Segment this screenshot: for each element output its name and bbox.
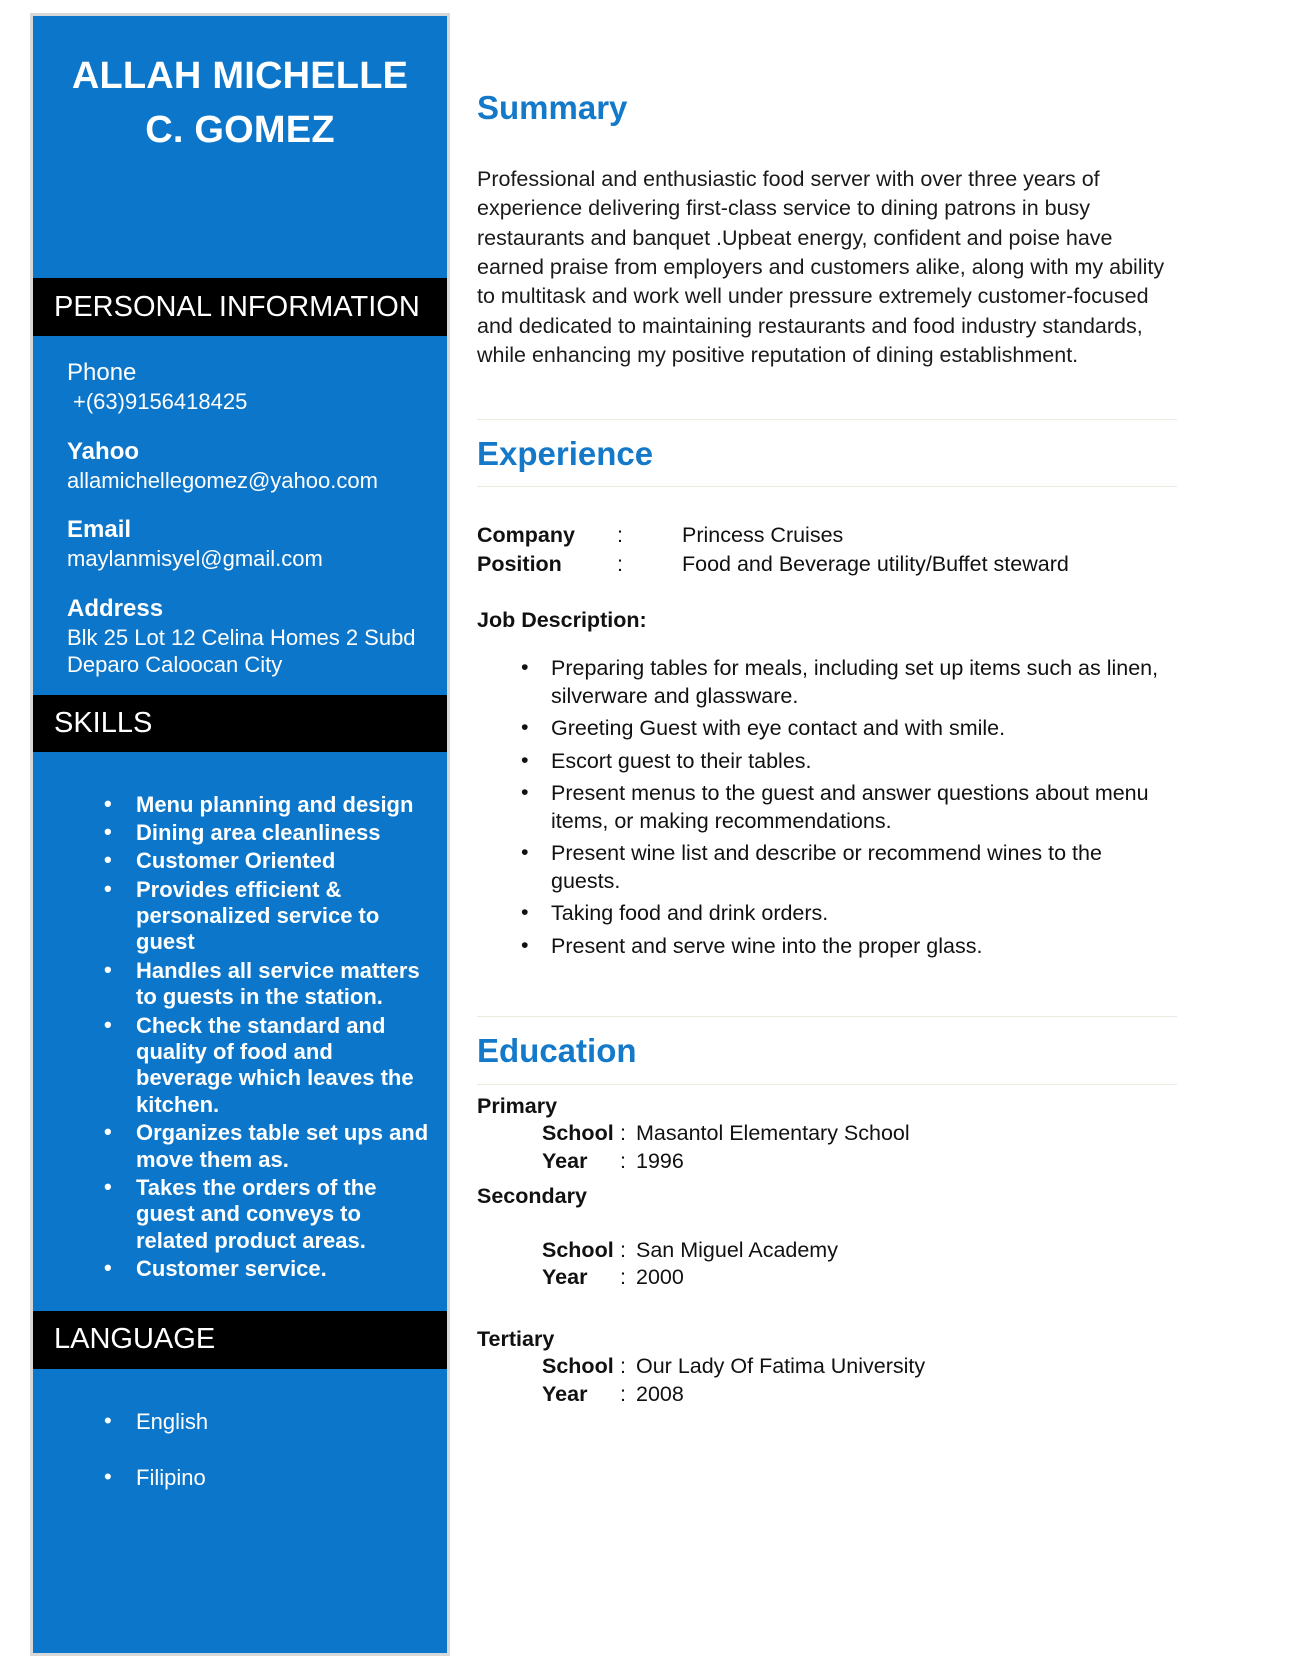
education-row-year [477,1264,1177,1292]
yahoo-value[interactable]: allamichellegomez@yahoo.com [67,467,378,493]
list-item: • Provides efficient & personalized service to guest [104,877,429,956]
education-level-label: Primary [477,1093,558,1118]
school-colon: : [620,1121,626,1146]
contact-item-email [33,515,447,573]
experience-row-company [477,521,1177,549]
personal-information-label: PERSONAL INFORMATION [54,290,420,323]
education-group-primary [477,1093,1177,1176]
phone-label: Phone [67,359,137,386]
summary-section [477,0,1177,371]
main-content [477,0,1177,1409]
list-item: • Takes the orders of the guest and conveys to related product areas. [104,1175,429,1254]
position-colon: : [617,551,623,576]
company-value: Princess Cruises [682,523,844,548]
candidate-name-line2: C. GOMEZ [145,108,335,151]
email-value[interactable]: maylanmisyel@gmail.com [67,546,323,571]
list-item: • Check the standard and quality of food and beverage which leaves the kitchen. [104,1013,429,1119]
skills-label: SKILLS [54,706,153,739]
language-list [33,1409,447,1492]
school-key: School [542,1354,614,1379]
summary-text: Professional and enthusiastic food server with over three years of experience delivering first-class service to dining patrons in busy restaurants and banquet .Upbeat energy, confident and poise have earned praise from employers and customers alike, along with my ability to multitask and work well under pressure extremely customer-focused and dedicated to maintaining restaurants and food industry standards, while enhancing my positive reputation of dining establishment. [477,166,1165,368]
year-key: Year [542,1381,588,1406]
school-value: Masantol Elementary School [636,1121,910,1146]
contact-block [33,336,447,695]
year-colon: : [620,1148,626,1173]
list-item: • Filipino [104,1465,429,1491]
school-key: School [542,1121,614,1146]
list-item: • Escort guest to their tables. [521,748,1177,776]
spacer [477,1211,1177,1237]
education-group-secondary [477,1183,1177,1292]
summary-title: Summary [477,89,628,126]
education-level-label: Tertiary [477,1326,555,1351]
address-value-line2: Deparo Caloocan City [67,652,283,677]
year-colon: : [620,1265,626,1290]
education-section [477,1016,1177,1408]
education-level-label: Secondary [477,1184,587,1209]
school-colon: : [620,1354,626,1379]
list-item: • Menu planning and design [104,792,429,818]
school-colon: : [620,1237,626,1262]
divider [477,1084,1177,1085]
language-block [33,1369,447,1548]
name-block [33,16,447,278]
school-value: Our Lady Of Fatima University [636,1354,926,1379]
sidebar [33,16,447,1653]
email-label: Email [67,516,132,543]
year-colon: : [620,1381,626,1406]
list-item: • English [104,1409,429,1435]
spacer [477,1292,1177,1318]
skills-block [33,752,447,1311]
education-row-school [477,1353,1177,1381]
list-item: • Taking food and drink orders. [521,900,1177,928]
contact-item-address [33,594,447,679]
address-label: Address [67,594,164,622]
list-item: • Dining area cleanliness [104,820,429,846]
experience-section [477,419,1177,961]
list-item: • Preparing tables for meals, including set up items such as linen, silverware and glassware. [521,655,1177,710]
list-item: • Present wine list and describe or recommend wines to the guests. [521,840,1177,895]
school-value: San Miguel Academy [636,1237,838,1262]
education-row-school [477,1120,1177,1148]
year-key: Year [542,1265,588,1290]
skills-list [33,792,447,1283]
divider [477,486,1177,487]
yahoo-label: Yahoo [67,437,140,465]
experience-title-wrap [477,420,1177,487]
company-colon: : [617,523,623,548]
list-item: • Present and serve wine into the proper glass. [521,933,1177,961]
company-key: Company [477,523,575,548]
education-title: Education [477,1032,637,1070]
contact-item-phone [33,358,447,416]
year-value: 2000 [636,1265,684,1290]
list-item: • Customer service. [104,1256,429,1282]
list-item: • Greeting Guest with eye contact and with smile. [521,715,1177,743]
list-item: • Customer Oriented [104,848,429,874]
list-item: • Organizes table set ups and move them as. [104,1120,429,1173]
year-key: Year [542,1148,588,1173]
list-item: • Handles all service matters to guests in the station. [104,958,429,1011]
job-description-list [477,655,1177,960]
experience-row-position [477,550,1177,578]
education-title-wrap [477,1017,1177,1084]
year-value: 1996 [636,1148,684,1173]
experience-fields [477,521,1177,578]
education-row-year [477,1381,1177,1409]
language-label: LANGUAGE [54,1323,216,1356]
address-value-line1: Blk 25 Lot 12 Celina Homes 2 Subd [67,624,416,650]
education-group-tertiary [477,1326,1177,1409]
list-item: • Present menus to the guest and answer questions about menu items, or making recommendations. [521,780,1177,835]
personal-information-header [33,278,447,336]
year-value: 2008 [636,1381,684,1406]
experience-title: Experience [477,434,654,472]
education-row-year [477,1148,1177,1176]
candidate-name-line1: ALLAH MICHELLE [71,55,409,97]
position-key: Position [477,551,562,576]
education-row-school [477,1237,1177,1265]
skills-header [33,695,447,752]
phone-value: +(63)9156418425 [73,389,248,414]
contact-item-yahoo [33,437,447,495]
position-value: Food and Beverage utility/Buffet steward [682,551,1069,576]
job-description-label: Job Description: [477,608,647,633]
language-header [33,1311,447,1369]
school-key: School [542,1237,614,1262]
